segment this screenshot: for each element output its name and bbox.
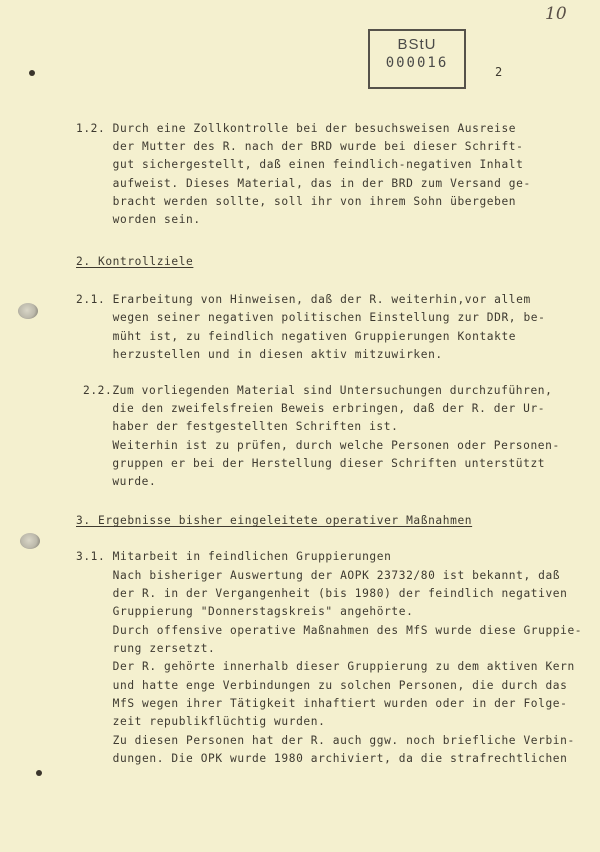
text-line: und hatte enge Verbindungen zu solchen Personen, die durch das [76, 679, 568, 692]
text-line: die den zweifelsfreien Beweis erbringen, daß der R. der Ur- [83, 402, 546, 415]
text-line: wegen seiner negativen politischen Einstellung zur DDR, be- [76, 311, 546, 324]
text-line: der Mutter des R. nach der BRD wurde bei dieser Schrift- [76, 140, 524, 153]
ink-spot [29, 70, 35, 76]
text-line: müht ist, zu feindlich negativen Gruppierungen Kontakte [76, 330, 517, 343]
text-line: herzustellen und in diesen aktiv mitzuwirken. [76, 348, 443, 361]
text-line: 1.2. Durch eine Zollkontrolle bei der besuchsweisen Ausreise [76, 122, 517, 135]
text-line: Nach bisheriger Auswertung der AOPK 23732/80 ist bekannt, daß [76, 569, 561, 582]
section-heading: 3. Ergebnisse bisher eingeleitete operativer Maßnahmen [76, 514, 473, 527]
text-line: gruppen er bei der Herstellung dieser Schriften unterstützt [83, 457, 546, 470]
punch-hole-mark [18, 303, 38, 319]
stamp-agency: BStU [397, 36, 437, 53]
text-line: MfS wegen ihrer Tätigkeit inhaftiert wurden oder in der Folge- [76, 697, 568, 710]
text-line: der R. in der Vergangenheit (bis 1980) der feindlich negativen [76, 587, 568, 600]
text-line: zeit republikflüchtig wurden. [76, 715, 326, 728]
page-number: 2 [495, 65, 503, 79]
text-line: 2.2.Zum vorliegenden Material sind Untersuchungen durchzuführen, [83, 384, 553, 397]
text-line: aufweist. Dieses Material, das in der BRD zum Versand ge- [76, 177, 531, 190]
text-line: haber der festgestellten Schriften ist. [83, 420, 399, 433]
ink-spot [36, 770, 42, 776]
stamp-number: 000016 [385, 55, 449, 71]
punch-hole-mark [20, 533, 40, 549]
text-line: gut sichergestellt, daß einen feindlich-negativen Inhalt [76, 158, 524, 171]
text-line: 3.1. Mitarbeit in feindlichen Gruppierungen [76, 550, 392, 563]
text-line: Durch offensive operative Maßnahmen des MfS wurde diese Gruppie- [76, 624, 583, 637]
text-line: bracht werden sollte, soll ihr von ihrem Sohn übergeben [76, 195, 517, 208]
text-line: Zu diesen Personen hat der R. auch ggw. noch briefliche Verbin- [76, 734, 575, 747]
handwritten-page-number: 10 [545, 4, 567, 24]
text-line: Weiterhin ist zu prüfen, durch welche Personen oder Personen- [83, 439, 560, 452]
text-line: Der R. gehörte innerhalb dieser Gruppierung zu dem aktiven Kern [76, 660, 575, 673]
text-line: 2.1. Erarbeitung von Hinweisen, daß der R. weiterhin,vor allem [76, 293, 531, 306]
text-line: Gruppierung "Donnerstagskreis" angehörte. [76, 605, 414, 618]
section-heading: 2. Kontrollziele [76, 255, 194, 268]
text-line: dungen. Die OPK wurde 1980 archiviert, da die strafrechtlichen [76, 752, 568, 765]
text-line: worden sein. [76, 213, 201, 226]
text-line: rung zersetzt. [76, 642, 216, 655]
text-line: wurde. [83, 475, 157, 488]
archive-stamp [368, 29, 466, 89]
